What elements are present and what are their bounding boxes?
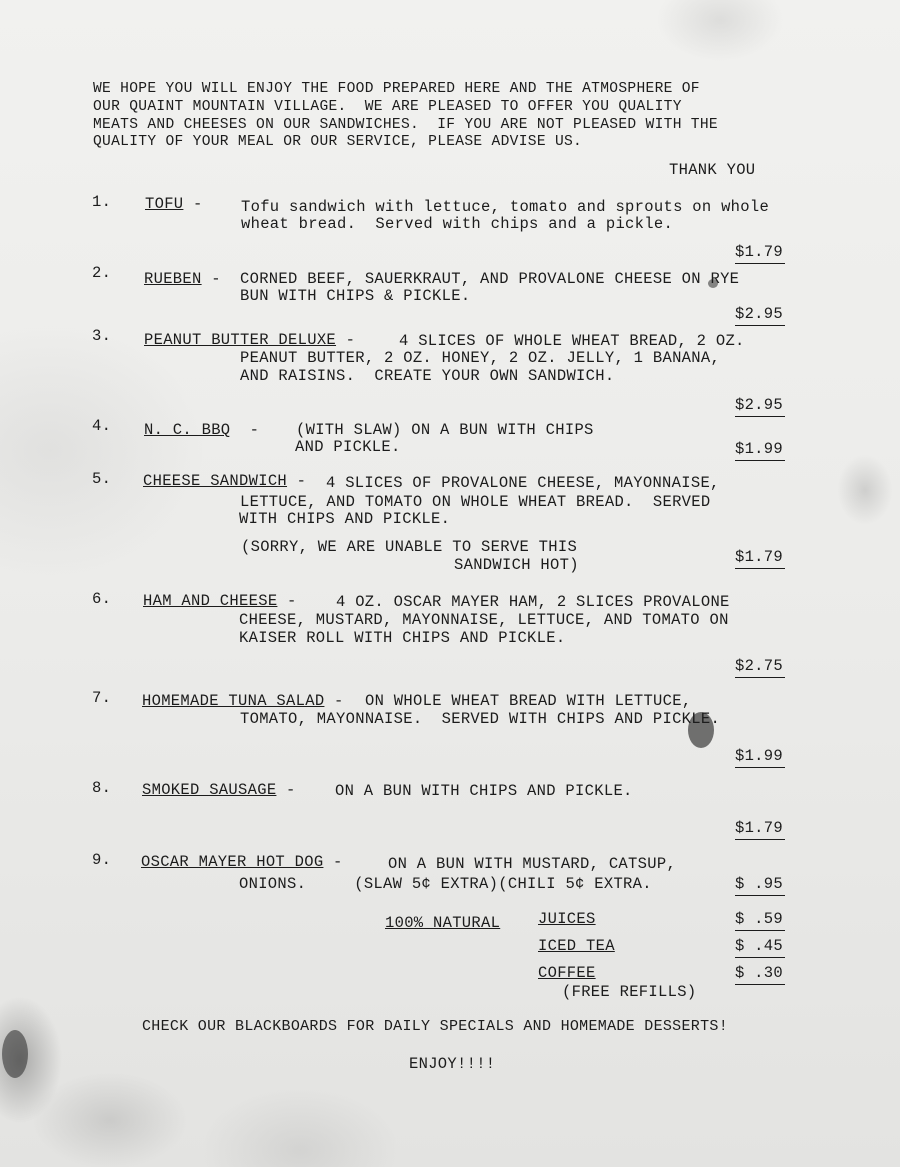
item-heading [144,331,365,349]
item-description: TOMATO, MAYONNAISE. SERVED WITH CHIPS AND PICKLE. [240,710,721,728]
item-price: $1.99 [735,440,785,461]
item-number: 5. [92,470,112,488]
item-description: ON A BUN WITH MUSTARD, CATSUP, [388,855,677,873]
item-note: SANDWICH HOT) [454,556,579,574]
item-number: 4. [92,417,112,435]
item-description: AND PICKLE. [295,438,401,456]
item-description: CORNED BEEF, SAUERKRAUT, AND PROVALONE CHEESE ON RYE [240,270,740,288]
item-price: $1.99 [735,747,785,768]
item-heading [143,472,316,490]
item-description: LETTUCE, AND TOMATO ON WHOLE WHEAT BREAD. SERVED [240,493,711,511]
drink-name: COFFEE [538,964,596,982]
thank-you: THANK YOU [669,161,756,179]
drink-price: $ .59 [735,910,785,931]
item-description: 4 SLICES OF WHOLE WHEAT BREAD, 2 OZ. [399,332,745,350]
item-name: RUEBEN [144,270,202,288]
item-separator: - [277,592,307,610]
item-description: ONIONS. (SLAW 5¢ EXTRA)(CHILI 5¢ EXTRA. [239,875,652,893]
item-price: $2.95 [735,396,785,417]
item-heading [142,781,315,799]
item-heading [144,421,269,439]
ink-stain [2,1030,28,1078]
item-description: ON WHOLE WHEAT BREAD WITH LETTUCE, [365,692,692,710]
intro-line: OUR QUAINT MOUNTAIN VILLAGE. WE ARE PLEASED TO OFFER YOU QUALITY [93,99,682,115]
item-separator: - [276,781,315,799]
item-price: $ .95 [735,875,785,896]
item-name: TOFU [145,195,184,213]
drink-name: ICED TEA [538,937,615,955]
item-heading [144,270,230,288]
item-name: CHEESE SANDWICH [143,472,288,490]
item-separator: - [201,270,231,288]
item-separator: - [336,331,365,349]
intro-line: WE HOPE YOU WILL ENJOY THE FOOD PREPARED HERE AND THE ATMOSPHERE OF [93,81,700,97]
item-name: N. C. BBQ [144,421,231,439]
intro-line: MEATS AND CHEESES ON OUR SANDWICHES. IF YOU ARE NOT PLEASED WITH THE [93,117,718,133]
item-heading [145,195,212,213]
drink-name: JUICES [538,910,596,928]
item-name: PEANUT BUTTER DELUXE [144,331,337,349]
item-separator: - [324,692,354,710]
item-heading [141,853,362,871]
item-description: AND RAISINS. CREATE YOUR OWN SANDWICH. [240,367,615,385]
intro-line: QUALITY OF YOUR MEAL OR OUR SERVICE, PLEASE ADVISE US. [93,134,583,150]
item-separator: - [183,195,213,213]
item-description: WITH CHIPS AND PICKLE. [239,510,451,528]
item-description: wheat bread. Served with chips and a pickle. [241,215,674,233]
item-heading [142,692,353,710]
item-description: CHEESE, MUSTARD, MAYONNAISE, LETTUCE, AND TOMATO ON [239,611,729,629]
item-separator: - [287,472,316,490]
item-number: 1. [92,193,112,211]
item-price: $1.79 [735,819,785,840]
item-price: $1.79 [735,548,785,569]
item-name: HOMEMADE TUNA SALAD [142,692,325,710]
item-description: BUN WITH CHIPS & PICKLE. [240,287,471,305]
item-separator: - [230,421,269,439]
item-number: 7. [92,689,112,707]
item-description: 4 OZ. OSCAR MAYER HAM, 2 SLICES PROVALONE [336,593,730,611]
enjoy-text: ENJOY!!!! [409,1055,496,1073]
item-number: 6. [92,590,112,608]
item-separator: - [323,853,362,871]
refills-note: (FREE REFILLS) [562,983,697,1001]
item-heading [143,592,306,610]
item-description: Tofu sandwich with lettuce, tomato and sprouts on whole [241,198,770,216]
item-note: (SORRY, WE ARE UNABLE TO SERVE THIS [241,538,578,556]
drink-price: $ .45 [735,937,785,958]
item-description: ON A BUN WITH CHIPS AND PICKLE. [335,782,633,800]
item-number: 8. [92,779,112,797]
item-description: PEANUT BUTTER, 2 OZ. HONEY, 2 OZ. JELLY, 1 BANANA, [240,349,721,367]
specials-note: CHECK OUR BLACKBOARDS FOR DAILY SPECIALS AND HOMEMADE DESSERTS! [142,1018,728,1035]
item-number: 2. [92,264,112,282]
item-price: $2.75 [735,657,785,678]
item-number: 3. [92,327,112,345]
item-description: (WITH SLAW) ON A BUN WITH CHIPS [296,421,594,439]
item-price: $1.79 [735,243,785,264]
item-description: KAISER ROLL WITH CHIPS AND PICKLE. [239,629,566,647]
item-name: SMOKED SAUSAGE [142,781,277,799]
item-name: OSCAR MAYER HOT DOG [141,853,324,871]
natural-label: 100% NATURAL [385,914,501,932]
drink-price: $ .30 [735,964,785,985]
item-number: 9. [92,851,112,869]
item-price: $2.95 [735,305,785,326]
item-name: HAM AND CHEESE [143,592,278,610]
item-description: 4 SLICES OF PROVALONE CHEESE, MAYONNAISE, [326,474,720,492]
